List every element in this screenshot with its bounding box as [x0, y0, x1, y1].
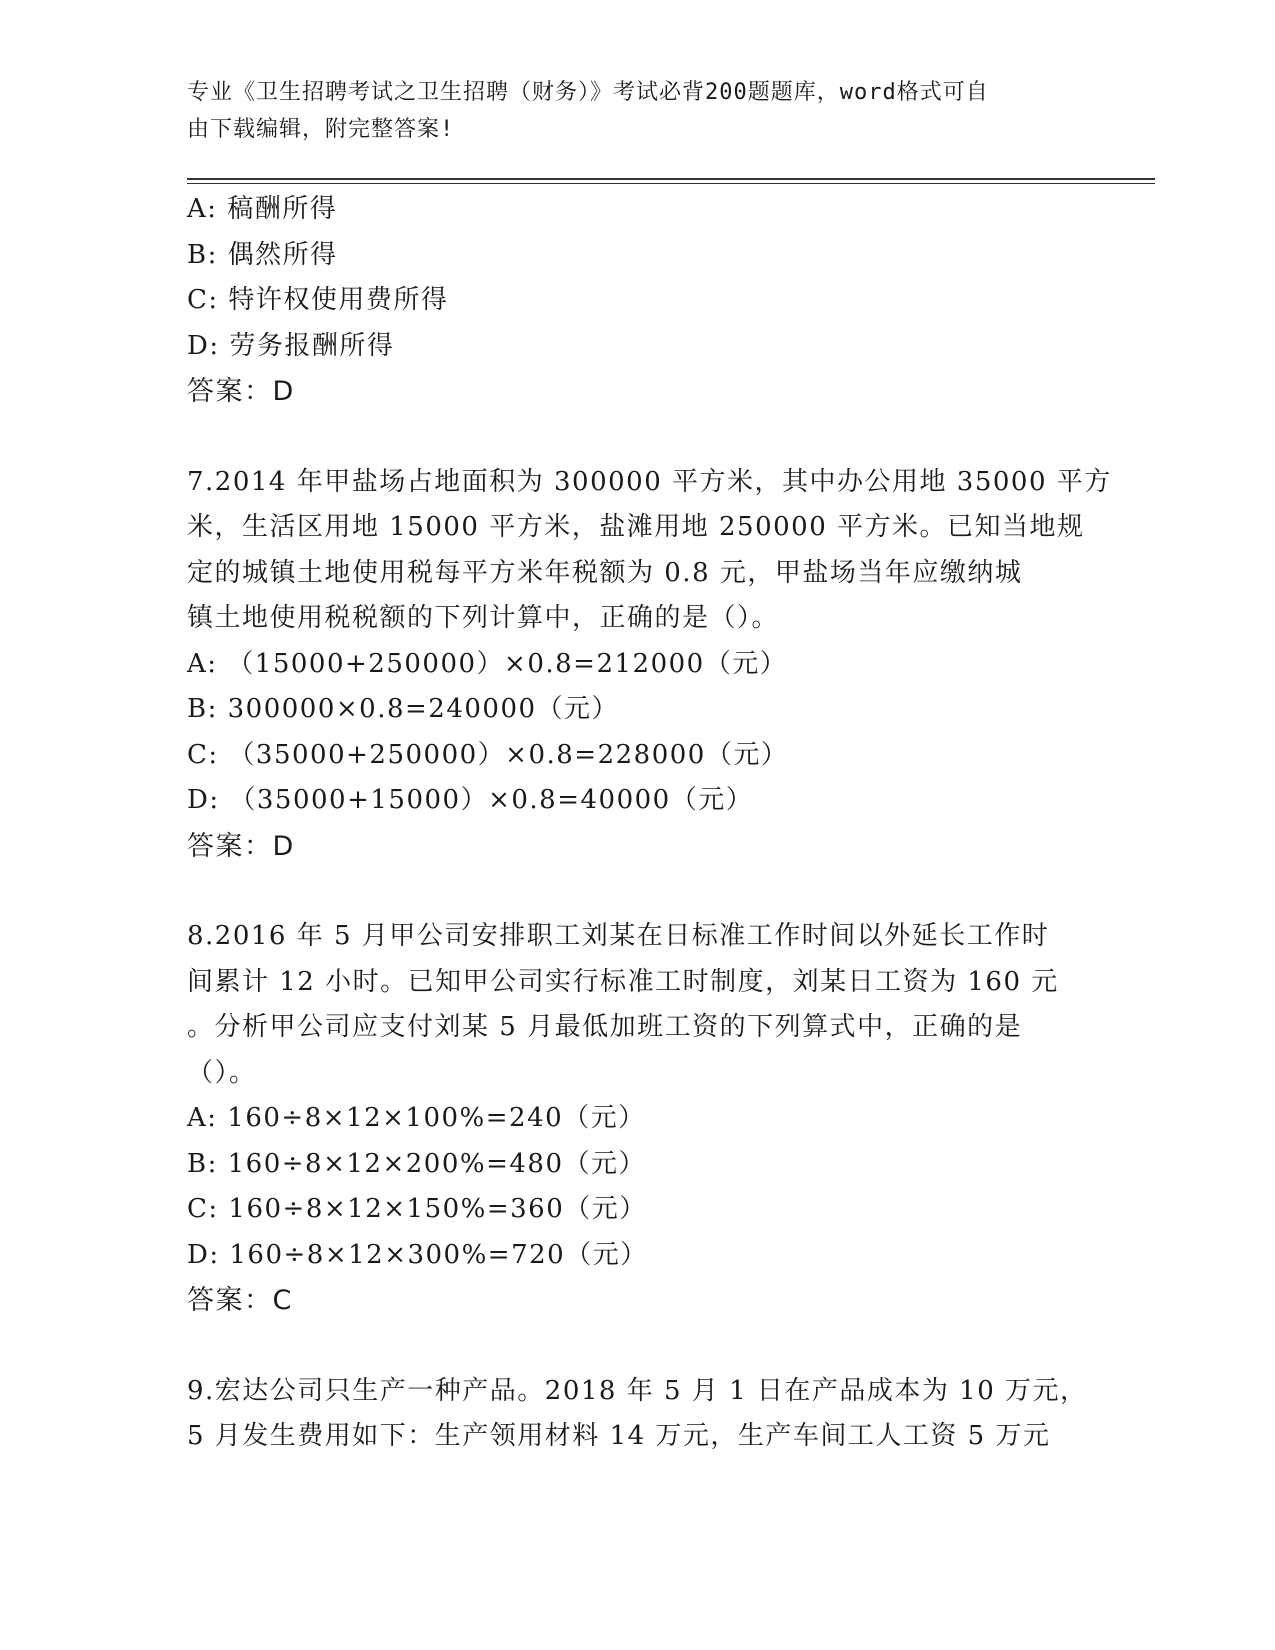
question-stem-line: 7.2014 年甲盐场占地面积为 300000 平方米，其中办公用地 35000 平方: [187, 466, 1112, 497]
option-a: A: 稿酬所得: [187, 194, 338, 224]
option-a: A: 160÷8×12×100%=240（元）: [187, 1103, 646, 1133]
question-8: [187, 914, 1087, 1324]
header-line-1: 专业《卫生招聘考试之卫生招聘（财务）》考试必背200题题库，word格式可自: [187, 80, 989, 105]
question-stem-line: 间累计 12 小时。已知甲公司实行标准工时制度，刘某日工资为 160 元: [187, 966, 1059, 997]
option-c: C: （35000+250000）×0.8=228000（元）: [187, 739, 789, 770]
question-stem-line: 镇土地使用税税额的下列计算中，正确的是（）。: [187, 603, 780, 633]
answer-line: 答案：C: [187, 1285, 293, 1316]
question-9: [187, 1369, 1087, 1460]
header-rule-thick: [187, 178, 1155, 180]
option-b: B: 300000×0.8=240000（元）: [187, 694, 620, 724]
question-7: [187, 460, 1112, 870]
answer-line: 答案：D: [187, 376, 295, 407]
option-d: D: 160÷8×12×300%=720（元）: [187, 1239, 648, 1270]
option-b: B: 偶然所得: [187, 239, 338, 270]
option-c: C: 特许权使用费所得: [187, 285, 449, 315]
option-a: A: （15000+250000）×0.8=212000（元）: [187, 648, 788, 679]
question-stem-line: 9.宏达公司只生产一种产品。2018 年 5 月 1 日在产品成本为 10 万元，: [187, 1375, 1088, 1406]
document-body: [187, 187, 1112, 1460]
header-rule-thin: [187, 183, 1155, 184]
option-d: D: 劳务报酬所得: [187, 330, 395, 361]
question-stem-line: 8.2016 年 5 月甲公司安排职工刘某在日标准工作时间以外延长工作时: [187, 921, 1050, 951]
option-b: B: 160÷8×12×200%=480（元）: [187, 1148, 646, 1179]
question-stem-line: 5 月发生费用如下：生产领用材料 14 万元，生产车间工人工资 5 万元: [187, 1421, 1051, 1451]
question-stem-line: 定的城镇土地使用税每平方米年税额为 0.8 元，甲盐场当年应缴纳城: [187, 557, 1023, 588]
document-header: [187, 74, 1087, 148]
answer-line: 答案：D: [187, 830, 295, 862]
question-6: [187, 187, 1087, 415]
question-stem-line: （）。: [187, 1057, 257, 1088]
header-line-2: 由下载编辑，附完整答案!: [187, 117, 455, 142]
question-stem-line: 米，生活区用地 15000 平方米，盐滩用地 250000 平方米。已知当地规: [187, 512, 1085, 542]
option-d: D: （35000+15000）×0.8=40000（元）: [187, 785, 754, 815]
option-c: C: 160÷8×12×150%=360（元）: [187, 1194, 647, 1224]
question-stem-line: 。分析甲公司应支付刘某 5 月最低加班工资的下列算式中，正确的是: [187, 1012, 1023, 1042]
